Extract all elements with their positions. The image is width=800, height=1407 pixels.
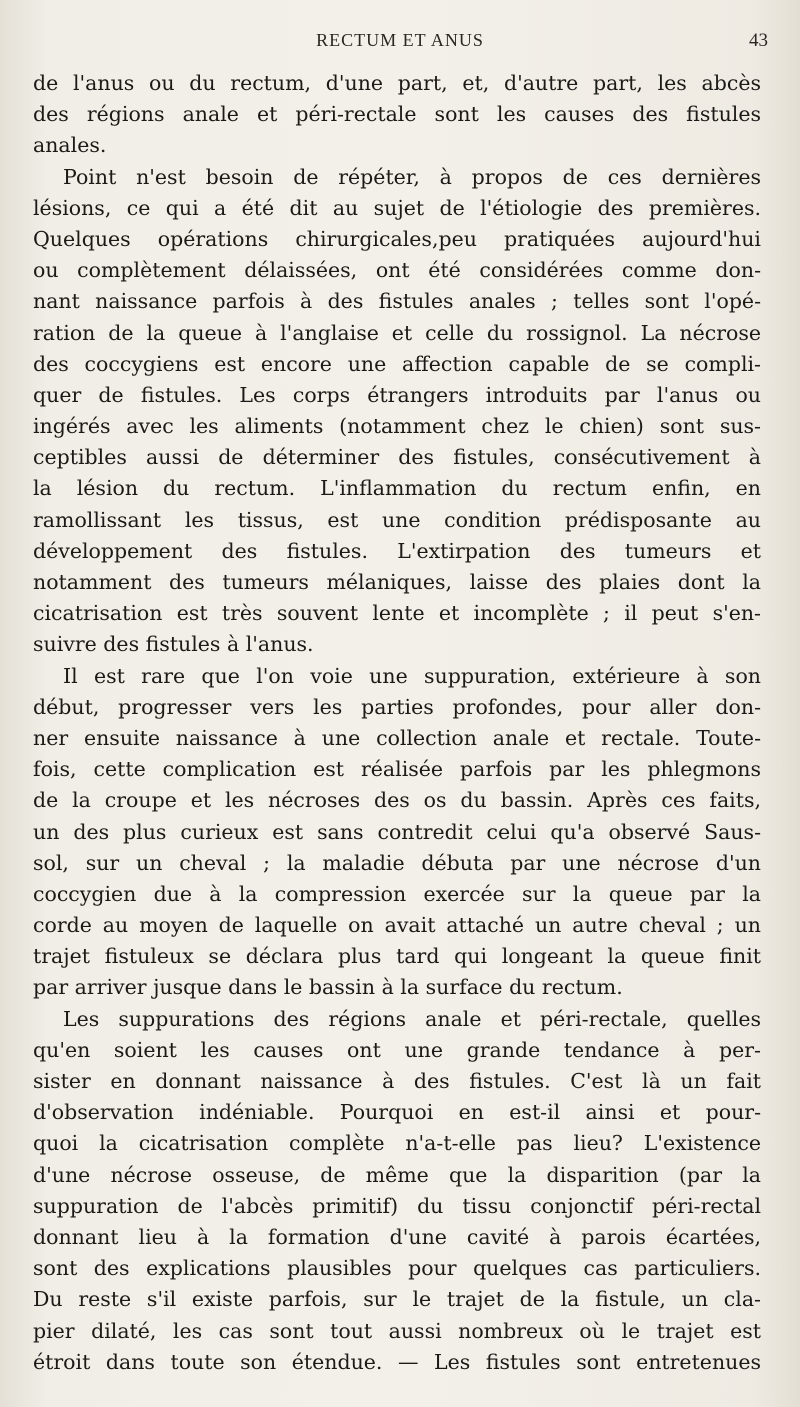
page-number: 43 [749, 30, 768, 51]
text-line: sol, sur un cheval ; la maladie débuta par une nécrose d'un [33, 850, 761, 875]
text-line: anales. [33, 133, 107, 158]
text-line: début, progresser vers les parties profondes, pour aller don- [33, 694, 761, 719]
running-title: RECTUM ET ANUS [316, 30, 484, 50]
text-line: ou complètement délaissées, ont été considérées comme don- [33, 258, 761, 283]
text-line: quoi la cicatrisation complète n'a-t-elle pas lieu? L'existence [33, 1131, 761, 1156]
text-line: ration de la queue à l'anglaise et celle du rossignol. La nécrose [33, 320, 761, 345]
text-line: ramollissant les tissus, est une condition prédisposante au [33, 507, 761, 532]
text-line: étroit dans toute son étendue. — Les fistules sont entretenues [33, 1349, 761, 1374]
text-line: développement des fistules. L'extirpation des tumeurs et [33, 538, 761, 563]
text-line: d'observation indéniable. Pourquoi en est-il ainsi et pour- [33, 1100, 761, 1125]
text-line: fois, cette complication est réalisée parfois par les phlegmons [33, 757, 761, 782]
text-line: sont des explications plausibles pour quelques cas particuliers. [33, 1256, 761, 1281]
text-line: corde au moyen de laquelle on avait attaché un autre cheval ; un [33, 913, 761, 938]
text-line: trajet fistuleux se déclara plus tard qui longeant la queue finit [33, 944, 761, 969]
text-line: ceptibles aussi de déterminer des fistules, consécutivement à [33, 445, 761, 470]
text-line: suivre des fistules à l'anus. [33, 632, 314, 657]
text-line: un des plus curieux est sans contredit celui qu'a observé Saus- [33, 819, 761, 844]
text-line: lésions, ce qui a été dit au sujet de l'étiologie des premières. [33, 195, 761, 220]
text-line: des régions anale et péri-rectale sont les causes des fistules [33, 102, 761, 127]
text-line: sister en donnant naissance à des fistules. C'est là un fait [33, 1069, 761, 1093]
text-line: Point n'est besoin de répéter, à propos de ces dernières [63, 164, 761, 189]
text-line: suppuration de l'abcès primitif) du tissu conjonctif péri-rectal [33, 1193, 761, 1218]
body-text [33, 68, 761, 1378]
text-line: par arriver jusque dans le bassin à la surface du rectum. [33, 975, 623, 1000]
text-line: donnant lieu à la formation d'une cavité à parois écartées, [33, 1224, 761, 1249]
text-line: ner ensuite naissance à une collection anale et rectale. Toute- [33, 725, 761, 750]
text-line: de l'anus ou du rectum, d'une part, et, d'autre part, les abcès [33, 71, 761, 95]
text-line: Les suppurations des régions anale et péri-rectale, quelles [63, 1006, 761, 1031]
text-line: Quelques opérations chirurgicales,peu pratiquées aujourd'hui [33, 226, 761, 251]
text-line: nant naissance parfois à des fistules anales ; telles sont l'opé- [33, 289, 761, 314]
text-line: des coccygiens est encore une affection capable de se compli- [33, 351, 761, 376]
running-header [0, 30, 800, 60]
text-line: Du reste s'il existe parfois, sur le trajet de la fistule, un cla- [33, 1287, 761, 1312]
text-line: ingérés avec les aliments (notamment chez le chien) sont sus- [33, 414, 761, 439]
text-line: notamment des tumeurs mélaniques, laisse des plaies dont la [33, 570, 761, 594]
text-line: coccygien due à la compression exercée sur la queue par la [33, 881, 761, 906]
text-line: cicatrisation est très souvent lente et incomplète ; il peut s'en- [33, 601, 761, 626]
text-line: de la croupe et les nécroses des os du bassin. Après ces faits, [33, 788, 761, 813]
text-line: quer de fistules. Les corps étrangers introduits par l'anus ou [33, 382, 761, 407]
text-line: d'une nécrose osseuse, de même que la disparition (par la [33, 1162, 761, 1187]
text-line: la lésion du rectum. L'inflammation du rectum enfin, en [33, 476, 761, 501]
text-line: pier dilaté, les cas sont tout aussi nombreux où le trajet est [33, 1318, 761, 1343]
text-line: Il est rare que l'on voie une suppuration, extérieure à son [63, 663, 761, 688]
text-line: qu'en soient les causes ont une grande tendance à per- [33, 1037, 761, 1062]
